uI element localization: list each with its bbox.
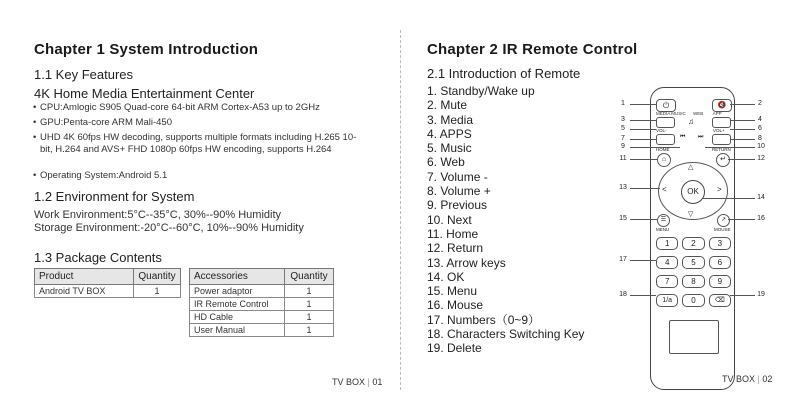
environment-heading: 1.2 Environment for System (34, 189, 195, 204)
storage-environment: Storage Environment:-20°C--60°C, 10%--90% Humidity (34, 222, 304, 234)
product-cell: Android TV BOX (35, 285, 134, 298)
list-item: 8. Volume + (427, 184, 491, 199)
callout-2: 2 (758, 100, 762, 107)
list-item: 13. Arrow keys (427, 255, 506, 270)
callout-18: 18 (619, 291, 627, 298)
list-item: 19. Delete (427, 341, 482, 356)
volume-up-button (712, 134, 731, 145)
callout-19: 19 (757, 291, 765, 298)
arrow-right-icon: > (717, 185, 722, 194)
menu-icon: ☰ (657, 214, 670, 227)
callout-3: 3 (621, 116, 625, 123)
key-features-subheading: 4K Home Media Entertainment Center (34, 86, 255, 101)
arrow-up-icon: △ (688, 164, 694, 171)
number-key: 9 (709, 275, 731, 288)
home-icon: ⌂ (657, 153, 671, 167)
remote-bottom-panel (669, 320, 719, 354)
accessory-cell: User Manual (190, 324, 285, 337)
accessories-table (189, 268, 334, 337)
number-key: 6 (709, 256, 731, 269)
app-label: APP (712, 111, 722, 116)
chapter-1-title: Chapter 1 System Introduction (34, 41, 259, 58)
list-item: 6. Web (427, 155, 465, 170)
key-features-heading: 1.1 Key Features (34, 67, 133, 82)
product-table (34, 268, 181, 298)
table-row (190, 298, 334, 311)
list-item: 9. Previous (427, 198, 488, 213)
list-item: 15. Menu (427, 284, 478, 299)
home-label: HOME (656, 147, 670, 152)
list-item: 11. Home (427, 226, 479, 241)
feature-cpu: • CPU:Amlogic S905 Quad-core 64-bit ARM Cortex-A53 up to 2GHz (40, 102, 370, 114)
number-key: 4 (656, 256, 678, 269)
quantity-cell: 1 (134, 285, 181, 298)
intro-heading: 2.1 Introduction of Remote (427, 66, 581, 81)
callout-14: 14 (757, 194, 765, 201)
vol-minus-label: VOL- (656, 128, 667, 133)
callout-10: 10 (757, 143, 765, 150)
callout-11: 11 (619, 155, 627, 162)
list-item: 1. Standby/Wake up (427, 84, 535, 98)
vol-plus-label: VOL+ (713, 128, 725, 133)
volume-down-button (656, 134, 675, 145)
number-key: 3 (709, 237, 731, 250)
menu-label: MENU (656, 227, 670, 232)
ok-button: OK (681, 180, 705, 204)
media-button (656, 117, 675, 128)
quantity-col-header: Quantity (285, 269, 334, 285)
return-icon: ↵ (716, 153, 730, 167)
feature-gpu: • GPU:Penta-core ARM Mali-450 (40, 117, 370, 129)
table-row (190, 311, 334, 324)
accessory-cell: HD Cable (190, 311, 285, 324)
chapter-2-title: Chapter 2 IR Remote Control (427, 41, 638, 58)
callout-7: 7 (621, 135, 625, 142)
table-row (35, 285, 181, 298)
accessories-col-header: Accessories (190, 269, 285, 285)
number-key: 0 (682, 294, 704, 307)
apps-button (712, 117, 731, 128)
list-item: 17. Numbers（0~9） (427, 312, 541, 327)
next-icon: ⏭ (698, 134, 704, 140)
accessory-cell: IR Remote Control (190, 298, 285, 311)
callout-15: 15 (619, 215, 627, 222)
callout-8: 8 (758, 135, 762, 142)
mute-icon: 🔇 (712, 99, 732, 112)
callout-13: 13 (619, 184, 627, 191)
arrow-down-icon: ▽ (688, 211, 694, 218)
footer-page-number: 02 (762, 374, 773, 384)
quantity-cell: 1 (285, 311, 334, 324)
return-label: RETURN (712, 147, 731, 152)
work-environment: Work Environment:5°C--35°C, 30%--90% Humidity (34, 209, 282, 221)
media-label: MEDIA (656, 111, 671, 116)
number-pad (656, 237, 731, 307)
list-item: 4. APPS (427, 126, 472, 141)
list-item: 2. Mute (427, 98, 468, 113)
quantity-cell: 1 (285, 324, 334, 337)
arrow-left-icon: < (662, 185, 667, 194)
list-item: 16. Mouse (427, 298, 484, 313)
callout-1: 1 (621, 100, 625, 107)
table-row (190, 285, 334, 298)
delete-icon: ⌫ (709, 294, 731, 307)
package-heading: 1.3 Package Contents (34, 250, 162, 265)
switch-key: 1/a (656, 294, 678, 307)
quantity-cell: 1 (285, 298, 334, 311)
callout-4: 4 (758, 116, 762, 123)
list-item: 5. Music (427, 141, 472, 156)
callout-5: 5 (621, 125, 625, 132)
table-row (190, 324, 334, 337)
list-item: 14. OK (427, 269, 465, 284)
list-item: 3. Media (427, 112, 474, 127)
footer-brand: TV BOX (332, 377, 366, 387)
number-key: 2 (682, 237, 704, 250)
footer-brand: TV BOX (722, 374, 756, 384)
callout-9: 9 (621, 143, 625, 150)
callout-12: 12 (757, 155, 765, 162)
quantity-cell: 1 (285, 285, 334, 298)
number-key: 5 (682, 256, 704, 269)
music-label: MUSIC (671, 111, 686, 116)
mouse-icon: ↗ (717, 214, 730, 227)
previous-icon: ⏮ (680, 134, 686, 140)
footer-left: TV BOX | 01 (332, 377, 383, 387)
page-divider (400, 30, 401, 390)
music-icon: ♫ (688, 117, 694, 126)
feature-os: • Operating System:Android 5.1 (40, 170, 370, 182)
mouse-label: MOUSE (714, 227, 731, 232)
accessory-cell: Power adaptor (190, 285, 285, 298)
callout-6: 6 (758, 125, 762, 132)
quantity-col-header: Quantity (134, 269, 181, 285)
number-key: 8 (682, 275, 704, 288)
list-item: 12. Return (427, 241, 484, 256)
list-item: 18. Characters Switching Key (427, 327, 585, 342)
callout-17: 17 (619, 256, 627, 263)
power-icon: ⏻ (656, 99, 676, 112)
feature-decoding: • UHD 4K 60fps HW decoding, supports multiple formats including H.265 10-bit, H.264 and AVS+ FHD 1080p 60fps HW encoding, supports H.264 (40, 132, 368, 155)
remote-keys-list (427, 84, 584, 356)
product-col-header: Product (35, 269, 134, 285)
footer-right: TV BOX | 02 (722, 374, 773, 384)
number-key: 1 (656, 237, 678, 250)
list-item: 7. Volume - (427, 169, 488, 184)
callout-16: 16 (757, 215, 765, 222)
web-label: WEB (693, 111, 704, 116)
footer-page-number: 01 (372, 377, 383, 387)
top-button-labels (656, 111, 736, 116)
number-key: 7 (656, 275, 678, 288)
list-item: 10. Next (427, 212, 472, 227)
